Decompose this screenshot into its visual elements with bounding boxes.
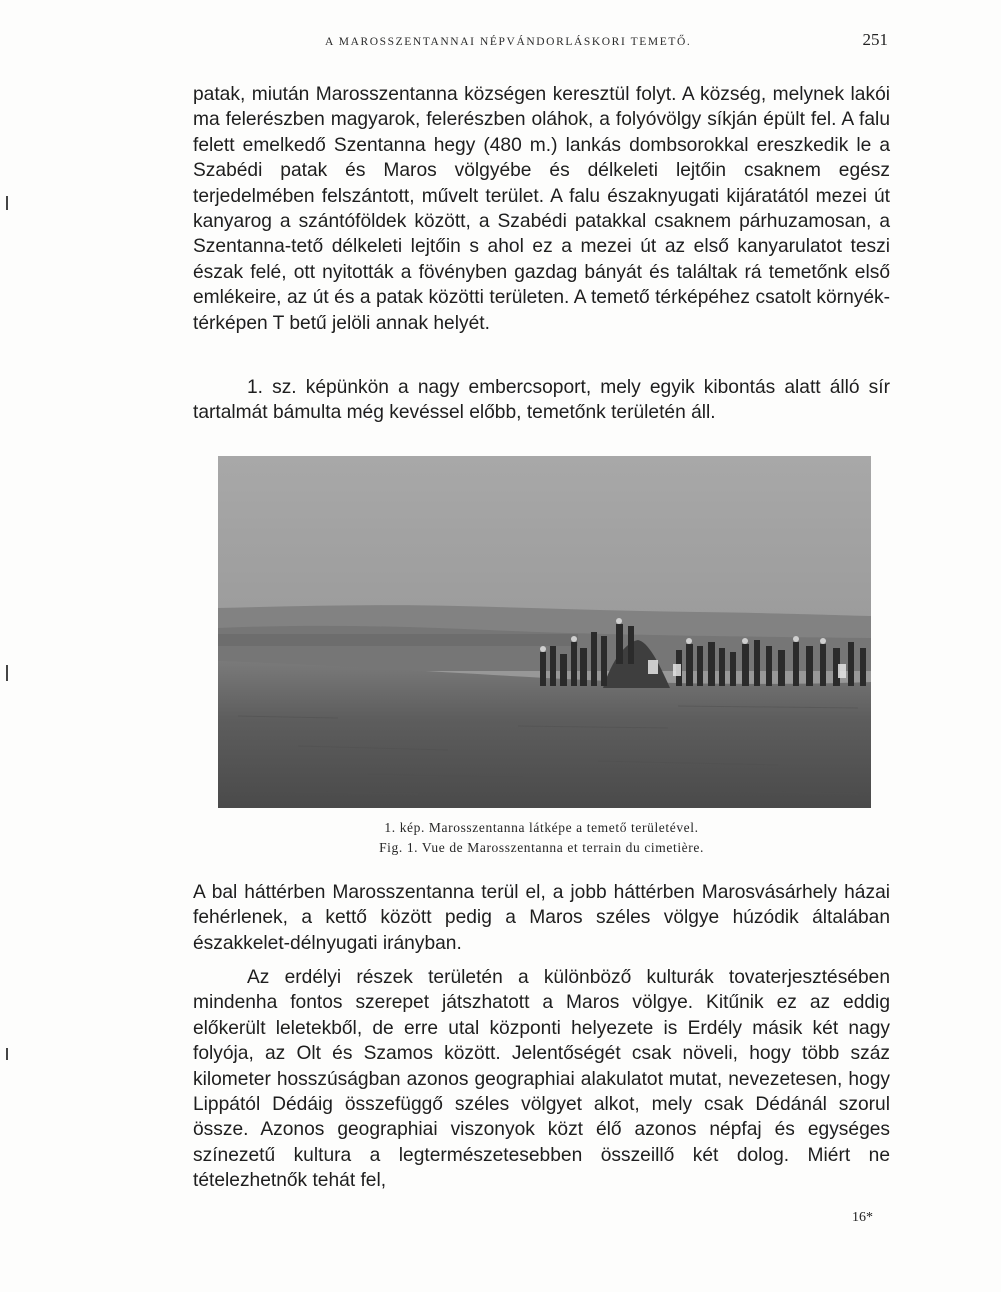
body-paragraph: Az erdélyi részek területén a különböző kulturák tovaterjesztésében mindenha fontos szerepet játszhatott a Maros völgye. Kitűnik ez az eddig előkerült leletekből, de erre utal központi helyezete is Erdély másik két nagy folyója, az Olt és Szamos között. Jelentőségét csak növeli, hogy több száz kilometer hosszúságban azonos geographiai alakulatot mutat, nevezetesen, hogy Lippától Dédáig összefüggő széles völgyet alkot, mely csak Dédánál szorul össze. Azonos geographiai viszonyok közt élő azonos népfaj és egységes színezetű kultura a legtermészetesebben összeillő két dolog. Miért ne tételezhetnők tehát fel, — [193, 967, 890, 1192]
margin-mark — [6, 1048, 8, 1060]
margin-mark — [6, 196, 8, 210]
running-title: A MAROSSZENTANNAI NÉPVÁNDORLÁSKORI TEMETŐ. — [325, 36, 692, 48]
running-head — [190, 30, 890, 58]
landscape-photograph — [218, 456, 871, 808]
body-paragraph: patak, miután Marosszentanna községen keresztül folyt. A község, melynek lakói ma felerészben magyarok, felerészben oláhok, a folyóvölgy síkján épült fel. A falu felett emelkedő Szentanna hegy (480 m.) lankás dombsorokkal ereszkedik le a Szabédi patak és Maros völgyébe és délkeleti lejtőin csaknem egész terjedelmében felszántott, művelt terület. A falu északnyugati kijáratától mezei út kanyarog a szántóföldek között, a Szabédi patakkal csaknem párhuzamosan, a Szentanna-tető délkeleti lejtőin s ahol ez a mezei út az első kanyarulatot teszi észak felé, ott nyitották a fövényben gazdag bányát és találtak rá temetőnk első emlékeire, az út és a patak közötti területen. A temető térképéhez csatolt környék-térképen T betű jelöli annak helyét. — [193, 84, 890, 334]
figure-caption-french: Fig. 1. Vue de Marosszentanna et terrain du cimetière. — [379, 840, 704, 855]
page-number: 251 — [862, 30, 888, 49]
photo-graphic — [218, 456, 871, 808]
margin-mark — [6, 665, 8, 681]
body-paragraph: A bal háttérben Marosszentanna terül el, a jobb háttérben Marosvásárhely házai fehérlenek, a kettő között pedig a Maros széles völgye húzódik általában északkelet-délnyugati irányban. — [193, 882, 890, 954]
body-paragraph: 1. sz. képünkön a nagy embercsoport, mely egyik kibontás alatt álló sír tartalmát bámulta még kevéssel előbb, temetőnk területén áll. — [193, 377, 890, 424]
figure-caption-hungarian: 1. kép. Marosszentanna látképe a temető területével. — [384, 820, 699, 835]
signature-mark: 16* — [852, 1210, 873, 1225]
